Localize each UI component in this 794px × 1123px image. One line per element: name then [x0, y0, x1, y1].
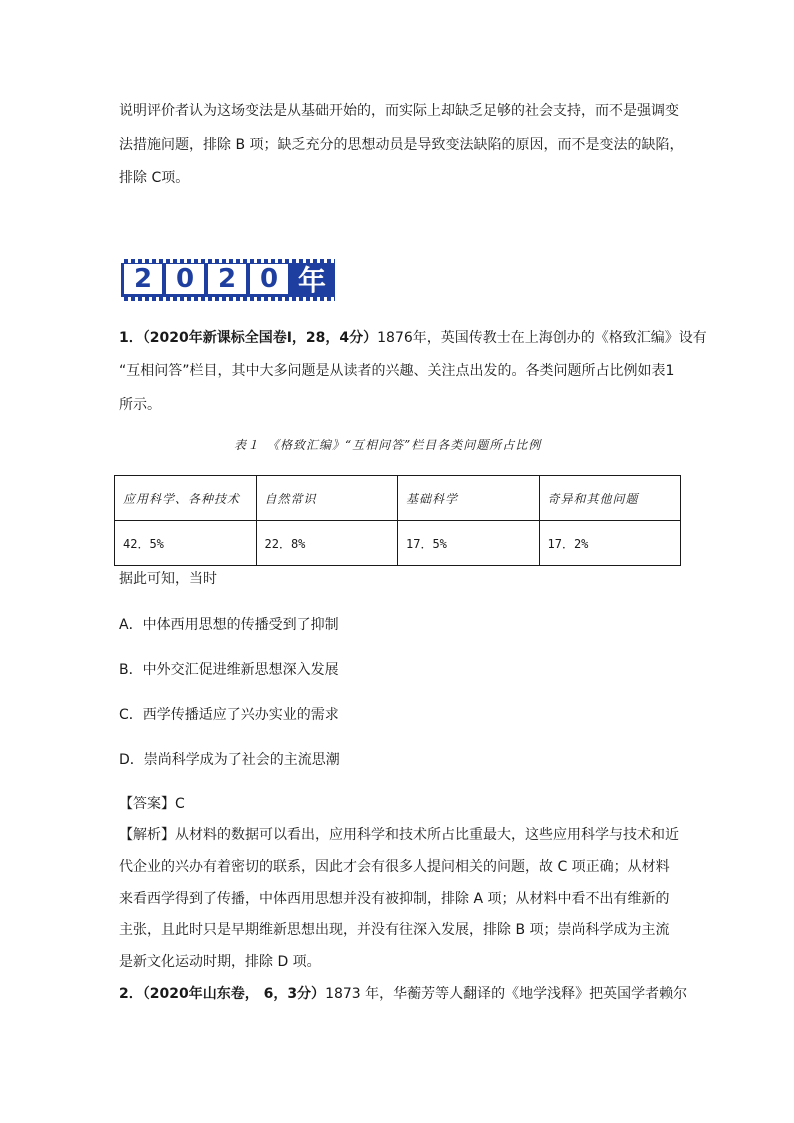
q1-stem-line-3: 所示。 — [119, 397, 161, 413]
table-header-cell: 奇异和其他问题 — [539, 476, 681, 521]
year-digit: 0 — [166, 264, 204, 294]
option-b: B．中外交汇促进维新思想深入发展 — [119, 662, 339, 678]
q2-first-line — [119, 984, 687, 1004]
table-row — [115, 521, 681, 566]
q1-stem-line-2: “互相问答”栏目，其中大多问题是从读者的兴趣、关注点出发的。各类问题所占比例如表1 — [119, 363, 675, 379]
intro-line-2: 法措施问题，排除 B 项；缺乏充分的思想动员是导致变法缺陷的原因，而不是变法的缺陷， — [119, 137, 684, 153]
analysis-line-5: 是新文化运动时期，排除 D 项。 — [119, 954, 321, 970]
intro-line-1: 说明评价者认为这场变法是从基础开始的，而实际上却缺乏足够的社会支持，而不是强调变 — [119, 103, 679, 119]
answer-line: 【答案】C — [119, 796, 185, 812]
table-cell: 42．5% — [115, 521, 257, 566]
year-suffix: 年 — [297, 264, 326, 297]
year-digit: 0 — [250, 264, 288, 294]
option-a: A．中体西用思想的传播受到了抑制 — [119, 617, 339, 633]
proportion-table — [114, 475, 681, 566]
q2-source: 2．（2020年山东卷， 6，3分） — [119, 986, 326, 1002]
table-header-cell: 自然常识 — [256, 476, 398, 521]
analysis-line-2: 代企业的兴办有着密切的联系，因此才会有很多人提问相关的问题，故 C 项正确；从材料 — [119, 859, 670, 875]
table-cell: 17．5% — [398, 521, 540, 566]
q1-stem-line-1: 1876年，英国传教士在上海创办的《格致汇编》设有 — [377, 330, 707, 346]
intro-line-3: 排除 C项。 — [119, 170, 190, 186]
table-caption: 表１ 《格致汇编》“互相问答”栏目各类问题所占比例 — [234, 438, 542, 452]
year-digit: 2 — [208, 264, 246, 294]
year-banner — [121, 259, 335, 301]
q1-prompt: 据此可知，当时 — [119, 571, 217, 587]
analysis-line-3: 来看西学得到了传播，中体西用思想并没有被抑制，排除 A 项；从材料中看不出有维新的 — [119, 891, 670, 907]
table-header-cell: 基础科学 — [398, 476, 540, 521]
table-header-cell: 应用科学、各种技术 — [115, 476, 257, 521]
option-d: D．崇尚科学成为了社会的主流思潮 — [119, 752, 340, 768]
q2-stem-start: 1873 年，华蘅芳等人翻译的《地学浅释》把英国学者赖尔 — [325, 986, 688, 1002]
table-header-row — [115, 476, 681, 521]
analysis-line-4: 主张，且此时只是早期维新思想出现，并没有往深入发展，排除 B 项；崇尚科学成为主流 — [119, 922, 670, 938]
year-digit: 2 — [124, 264, 162, 294]
table-cell: 17．2% — [539, 521, 681, 566]
q1-source: 1．（2020年新课标全国卷I，28，4分） — [119, 330, 378, 346]
q1-first-line — [119, 328, 707, 348]
option-c: C．西学传播适应了兴办实业的需求 — [119, 707, 339, 723]
analysis-line-1: 【解析】从材料的数据可以看出，应用科学和技术所占比重最大，这些应用科学与技术和近 — [119, 827, 679, 843]
table-cell: 22．8% — [256, 521, 398, 566]
